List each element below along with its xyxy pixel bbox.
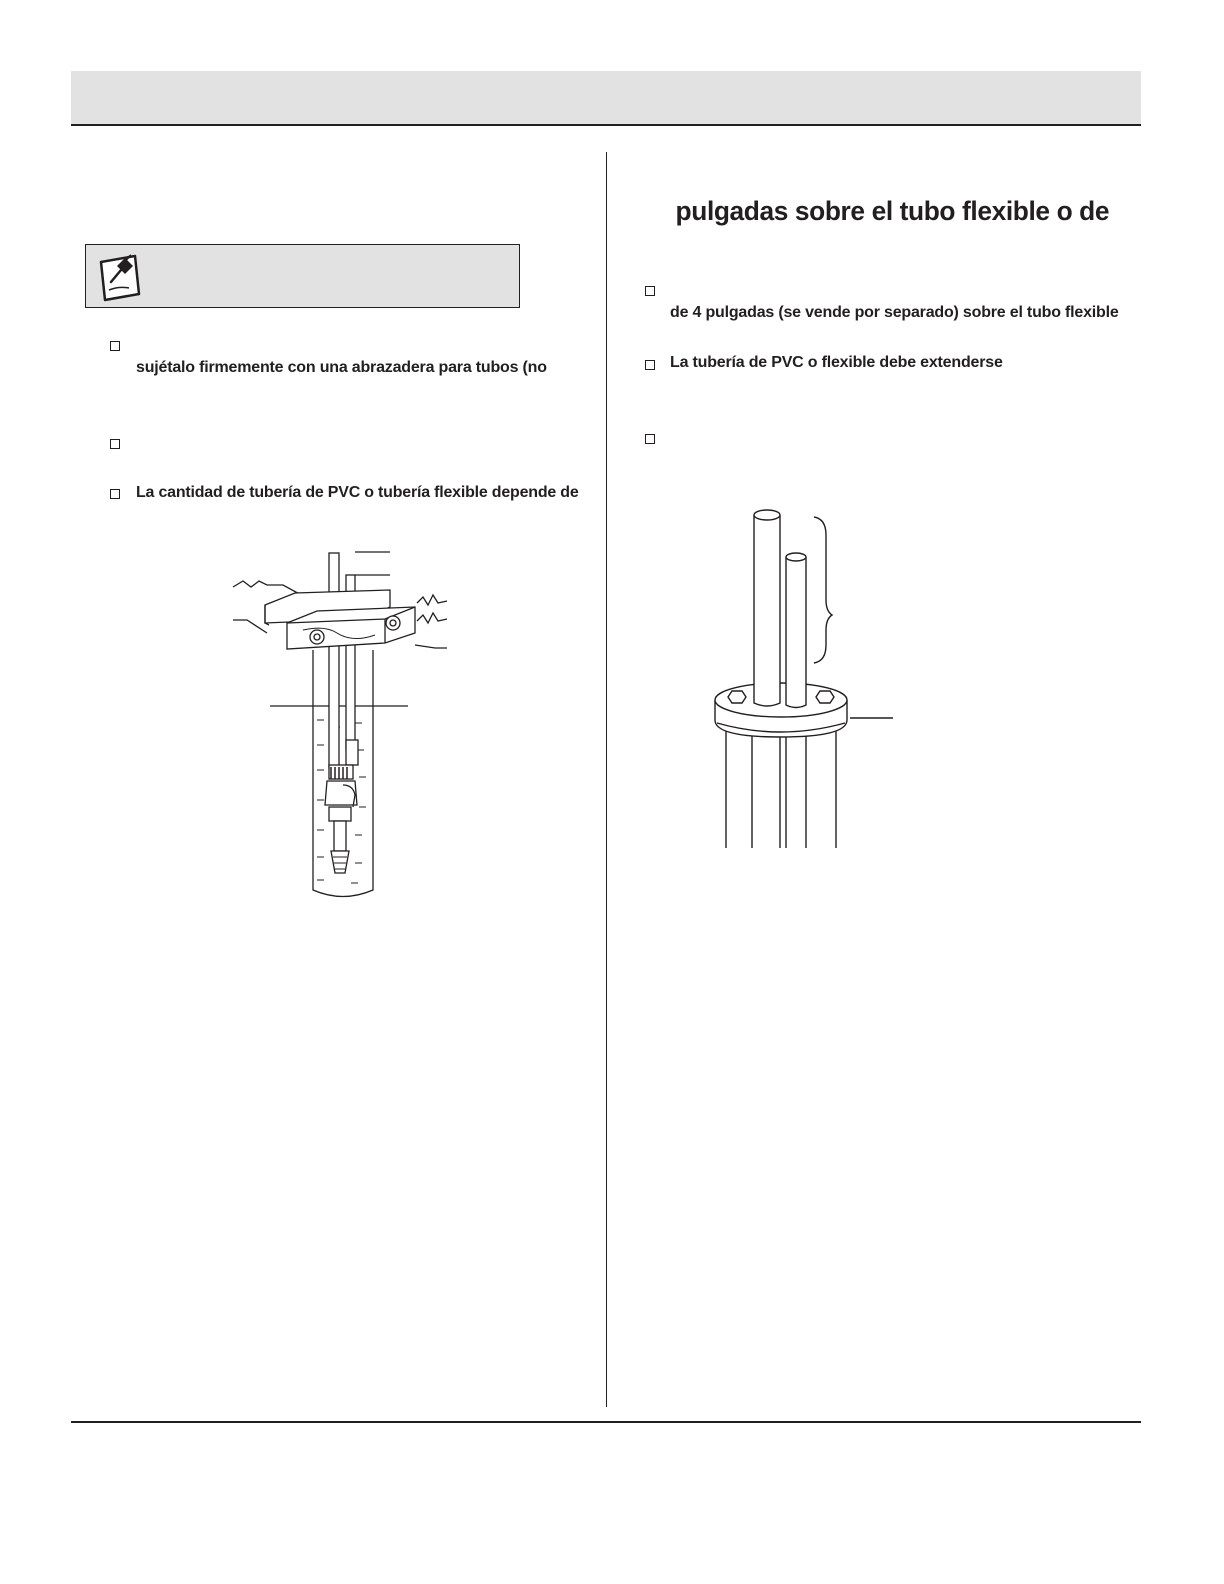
checkbox-bullet	[110, 439, 120, 449]
left-bullet-1-line-2: sujétalo firmemente con una abrazadera para tubos (no	[136, 359, 547, 376]
checkbox-bullet	[645, 434, 655, 444]
checkbox-bullet	[110, 489, 120, 499]
well-cap-pipe-diagram	[710, 505, 900, 850]
note-box	[85, 244, 520, 308]
column-divider	[606, 152, 607, 1407]
checkbox-bullet	[645, 286, 655, 296]
right-bullet-2: La tubería de PVC o flexible debe extenderse	[670, 354, 1003, 371]
checkbox-bullet	[645, 360, 655, 370]
note-pin-icon	[95, 250, 145, 304]
header-band	[71, 71, 1141, 126]
footer-rule	[71, 1421, 1141, 1423]
well-pump-clamp-diagram	[225, 545, 455, 905]
right-heading: pulgadas sobre el tubo flexible o de	[675, 196, 1110, 226]
checkbox-bullet	[110, 341, 120, 351]
right-bullet-1-line-2: de 4 pulgadas (se vende por separado) sobre el tubo flexible	[670, 304, 1119, 321]
left-bullet-3: La cantidad de tubería de PVC o tubería flexible depende de	[136, 484, 579, 501]
